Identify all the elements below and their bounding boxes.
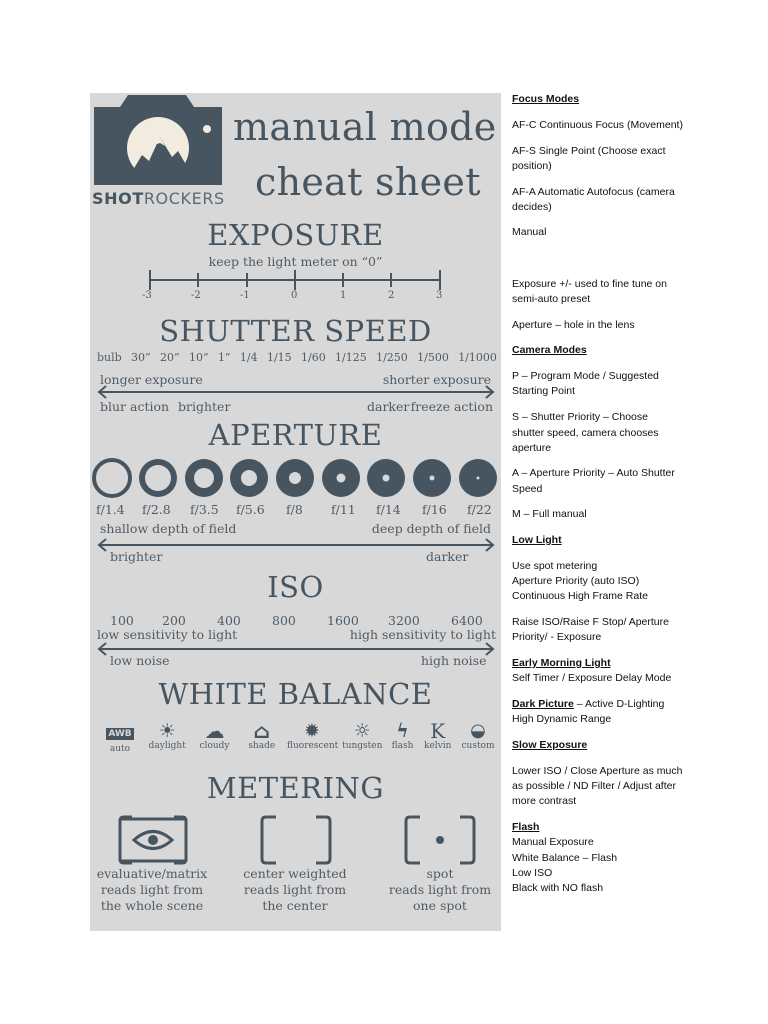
freeze-action-label: freeze action xyxy=(410,399,493,414)
shallow-depth-label: shallow depth of field xyxy=(100,521,237,536)
note-s-2: shutter speed, camera chooses xyxy=(512,427,659,439)
camera-logo-icon xyxy=(94,93,224,191)
fstop-label: f/22 xyxy=(467,502,492,517)
tungsten-icon: ☼ xyxy=(353,720,371,742)
note-afs-1: AF-S Single Point (Choose exact xyxy=(512,145,666,157)
spot-metering-desc: spot reads light from one spot xyxy=(388,866,492,913)
camera-modes-heading: Camera Modes xyxy=(512,344,587,356)
fstop-label: f/3.5 xyxy=(190,502,219,517)
shutter-speed-values xyxy=(97,351,497,364)
wb-label: fluorescent xyxy=(287,741,339,751)
exposure-tick-neg1: -1 xyxy=(240,290,250,301)
spot-metering-icon xyxy=(404,815,476,865)
cloud-icon: ☁ xyxy=(204,719,225,743)
speed-value: 1” xyxy=(217,351,231,364)
brand-wordmark: SHOTROCKERS xyxy=(92,189,225,208)
note-m: M – Full manual xyxy=(512,508,587,520)
note-afc: AF-C Continuous Focus (Movement) xyxy=(512,119,683,131)
white-balance-heading: WHITE BALANCE xyxy=(158,677,433,711)
metering-heading: METERING xyxy=(206,771,385,805)
speed-value: 1/15 xyxy=(266,351,292,364)
note-afa-2: decides) xyxy=(512,201,552,213)
note-slow-3: more contrast xyxy=(512,795,577,807)
fstop-label: f/5.6 xyxy=(236,502,265,517)
iso-value: 400 xyxy=(217,613,241,628)
note-p-2: Starting Point xyxy=(512,385,576,397)
wb-label: cloudy xyxy=(199,741,230,751)
wb-auto xyxy=(98,721,142,754)
shorter-exposure-label: shorter exposure xyxy=(382,372,491,387)
note-p-1: P – Program Mode / Suggested xyxy=(512,370,659,382)
note-afs-2: position) xyxy=(512,160,552,172)
kelvin-icon: K xyxy=(430,719,446,743)
exposure-tick-1: 1 xyxy=(340,290,347,301)
speed-value: 1/1000 xyxy=(458,351,497,364)
aperture-iris-icon xyxy=(94,460,130,496)
house-shade-icon: ⌂ xyxy=(253,719,271,743)
iso-value: 200 xyxy=(162,613,186,628)
speed-value: 30” xyxy=(131,351,151,364)
speed-value: 1/60 xyxy=(301,351,326,364)
exposure-tick-2: 2 xyxy=(388,290,395,301)
fstop-label: f/1.4 xyxy=(96,502,125,517)
early-morning-heading: Early Morning Light xyxy=(512,657,611,669)
note-manual: Manual xyxy=(512,226,547,238)
low-light-heading: Low Light xyxy=(512,534,562,546)
speed-value: 1/125 xyxy=(335,351,367,364)
exposure-subtitle: keep the light meter on “0” xyxy=(208,254,383,269)
iso-value: 100 xyxy=(110,613,134,628)
aperture-brighter-label: brighter xyxy=(110,549,163,564)
low-sensitivity-label: low sensitivity to light xyxy=(97,627,238,642)
note-low-light-3: Continuous High Frame Rate xyxy=(512,590,648,602)
fstop-label: f/8 xyxy=(286,502,303,517)
flash-bolt-icon: ϟ xyxy=(396,720,409,742)
fstop-label: f/2.8 xyxy=(142,502,171,517)
evaluative-metering-icon xyxy=(118,815,188,865)
wb-daylight xyxy=(145,721,189,754)
white-balance-icons xyxy=(98,721,498,754)
wb-fluorescent xyxy=(287,721,337,754)
low-noise-label: low noise xyxy=(110,653,170,668)
dark-picture-heading: Dark Picture xyxy=(512,698,574,710)
exposure-tick-0: 0 xyxy=(291,290,298,301)
exposure-tick-neg2: -2 xyxy=(191,290,201,301)
note-low-light-5: Priority/ - Exposure xyxy=(512,631,602,643)
awb-icon: AWB xyxy=(108,729,132,739)
wb-label: tungsten xyxy=(342,741,383,751)
shutter-darker-label: darker xyxy=(367,399,410,414)
speed-value: 20” xyxy=(160,351,180,364)
fstop-label: f/11 xyxy=(331,502,356,517)
wb-cloudy xyxy=(193,721,237,754)
iso-value: 800 xyxy=(272,613,296,628)
high-noise-label: high noise xyxy=(421,653,487,668)
wb-label: custom xyxy=(461,741,495,751)
aperture-heading: APERTURE xyxy=(208,418,383,452)
speed-value: bulb xyxy=(97,351,122,364)
note-aperture: Aperture – hole in the lens xyxy=(512,319,635,331)
iso-value: 3200 xyxy=(388,613,420,628)
note-low-light-1: Use spot metering xyxy=(512,560,598,572)
longer-exposure-label: longer exposure xyxy=(100,372,203,387)
exposure-tick-3: 3 xyxy=(436,290,443,301)
note-exposure-1: Exposure +/- used to fine tune on xyxy=(512,278,667,290)
aperture-iris-row xyxy=(92,457,500,499)
note-a-1: A – Aperture Priority – Auto Shutter xyxy=(512,467,675,479)
note-early-1: Self Timer / Exposure Delay Mode xyxy=(512,672,672,684)
speed-value: 10” xyxy=(188,351,209,364)
shutter-double-arrow-icon xyxy=(96,385,496,399)
note-slow-1: Lower ISO / Close Aperture as much xyxy=(512,765,683,777)
note-slow-2: as possible / ND Filter / Adjust after xyxy=(512,780,676,792)
wb-label: auto xyxy=(109,744,131,754)
iso-value: 1600 xyxy=(327,613,359,628)
note-low-light-2: Aperture Priority (auto ISO) xyxy=(512,575,640,587)
wb-tungsten xyxy=(340,721,384,754)
note-afa-1: AF-A Automatic Autofocus (camera xyxy=(512,186,675,198)
shutter-speed-heading: SHUTTER SPEED xyxy=(159,314,432,348)
wb-shade xyxy=(240,721,284,754)
note-flash-2: White Balance – Flash xyxy=(512,852,618,864)
wb-custom xyxy=(458,721,498,754)
wb-kelvin xyxy=(421,721,455,754)
speed-value: 1/4 xyxy=(239,351,258,364)
note-dark-2: High Dynamic Range xyxy=(512,713,612,725)
exposure-tick-neg3: -3 xyxy=(142,290,152,301)
exposure-heading: EXPOSURE xyxy=(207,218,384,252)
slow-exposure-heading: Slow Exposure xyxy=(512,739,588,751)
note-flash-4: Black with NO flash xyxy=(512,882,604,894)
center-weighted-metering-desc: center weighted reads light from the center xyxy=(243,866,347,913)
note-exposure-2: semi-auto preset xyxy=(512,293,591,305)
dark-picture-line: Dark Picture – Active D-Lighting xyxy=(512,698,665,710)
note-flash-1: Manual Exposure xyxy=(512,836,594,848)
focus-modes-heading: Focus Modes xyxy=(512,93,580,105)
wb-label: daylight xyxy=(148,741,186,751)
fluorescent-icon: ✹ xyxy=(304,720,320,742)
aperture-darker-label: darker xyxy=(426,549,469,564)
center-weighted-metering-icon xyxy=(260,815,332,865)
shutter-brighter-label: brighter xyxy=(178,399,231,414)
note-s-3: aperture xyxy=(512,442,552,454)
deep-depth-label: deep depth of field xyxy=(371,521,491,536)
fstop-label: f/16 xyxy=(422,502,447,517)
iso-value: 6400 xyxy=(451,613,483,628)
wb-flash xyxy=(388,721,418,754)
evaluative-metering-desc: evaluative/matrix reads light from the whole scene xyxy=(96,866,208,913)
note-a-2: Speed xyxy=(512,483,543,495)
wb-label: shade xyxy=(248,741,276,751)
wb-label: flash xyxy=(391,741,414,751)
note-s-1: S – Shutter Priority – Choose xyxy=(512,411,648,423)
blur-action-label: blur action xyxy=(100,399,170,414)
cheat-sheet-infographic xyxy=(90,93,501,931)
note-flash-3: Low ISO xyxy=(512,867,553,879)
speed-value: 1/250 xyxy=(376,351,408,364)
iso-heading: ISO xyxy=(267,570,324,604)
note-low-light-4: Raise ISO/Raise F Stop/ Aperture xyxy=(512,616,669,628)
custom-wb-icon: ◒ xyxy=(470,720,486,741)
title-line-1: manual mode xyxy=(233,105,497,149)
sun-icon: ☀ xyxy=(158,720,176,742)
wb-label: kelvin xyxy=(424,741,452,751)
light-meter-scale xyxy=(145,269,445,291)
fstop-label: f/14 xyxy=(376,502,401,517)
high-sensitivity-label: high sensitivity to light xyxy=(349,627,496,642)
speed-value: 1/500 xyxy=(417,351,449,364)
title-line-2: cheat sheet xyxy=(255,160,481,204)
flash-heading: Flash xyxy=(512,821,540,833)
